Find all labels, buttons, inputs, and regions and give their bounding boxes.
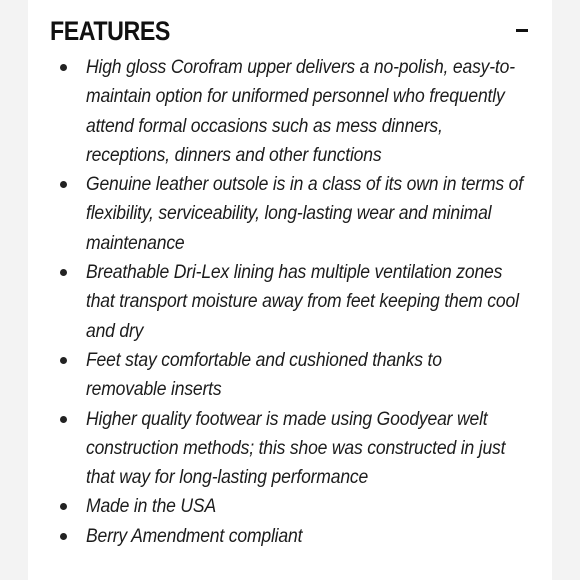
bullet-icon (60, 269, 67, 276)
list-item (28, 405, 552, 493)
bullet-icon (60, 533, 67, 540)
list-item (28, 346, 552, 405)
bullet-icon (60, 357, 67, 364)
features-list (28, 53, 552, 551)
bullet-icon (60, 64, 67, 71)
collapse-button[interactable] (514, 22, 532, 40)
list-item (28, 258, 552, 346)
list-item (28, 492, 552, 521)
bullet-icon (60, 181, 67, 188)
feature-text: Made in the USA (86, 495, 216, 518)
list-item (28, 170, 552, 258)
feature-text: High gloss Corofram upper delivers a no-polish, easy-to-maintain option for uniformed personnel who frequently attend formal occasions such as mess dinners, receptions, dinners and other functions (86, 56, 515, 166)
list-item (28, 53, 552, 170)
list-item (28, 522, 552, 551)
feature-text: Berry Amendment compliant (86, 524, 303, 547)
feature-text: Breathable Dri-Lex lining has multiple ventilation zones that transport moisture away from feet keeping them cool and dry (86, 261, 519, 342)
features-header[interactable] (50, 14, 532, 48)
bullet-icon (60, 503, 67, 510)
feature-text: Genuine leather outsole is in a class of its own in terms of flexibility, serviceability, long-lasting wear and minimal maintenance (86, 173, 523, 254)
section-title: FEATURES (50, 16, 170, 46)
minus-icon (516, 29, 528, 32)
features-panel (28, 0, 552, 580)
feature-text: Higher quality footwear is made using Goodyear welt construction methods; this shoe was constructed in just that way for long-lasting performance (86, 407, 506, 489)
feature-text: Feet stay comfortable and cushioned thanks to removable inserts (86, 348, 442, 401)
bullet-icon (60, 416, 67, 423)
